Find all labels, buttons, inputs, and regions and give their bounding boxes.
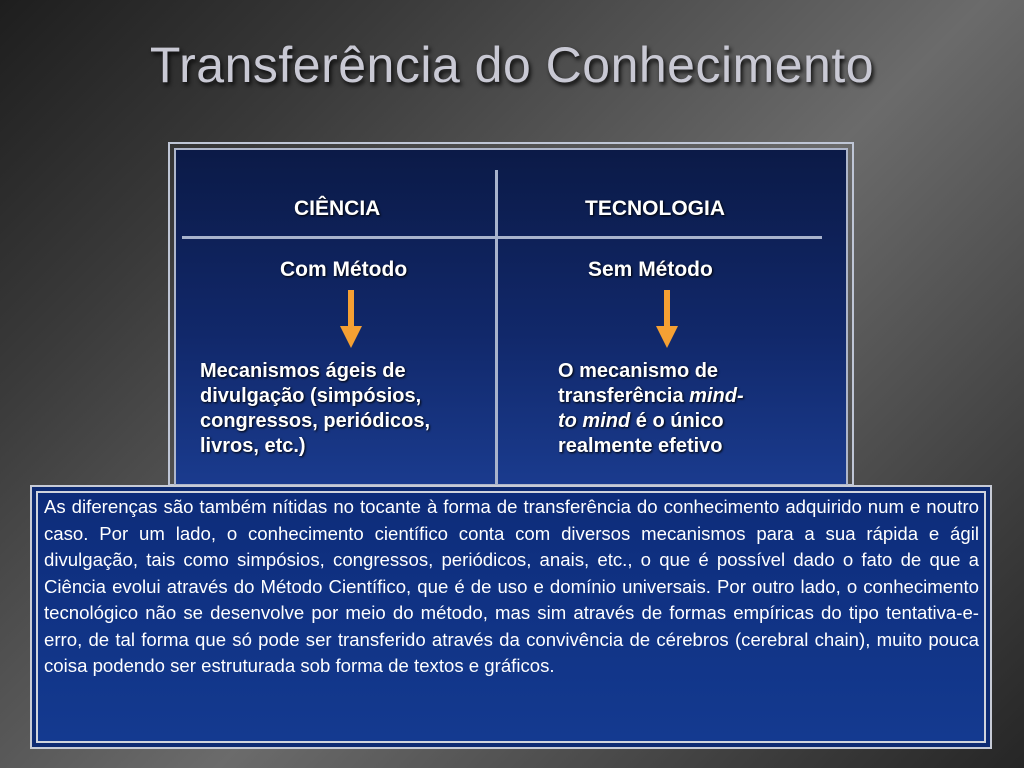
tecnologia-line: realmente efetivo [558,435,723,457]
tecnologia-line: O mecanismo de [558,360,719,382]
tecnologia-description [558,359,744,459]
ciencia-line: livros, etc.) [200,435,306,457]
subtitle-sem-metodo: Sem Método [588,258,713,281]
down-arrow-icon [656,290,678,350]
column-header-ciencia: CIÊNCIA [294,197,381,220]
column-header-tecnologia: TECNOLOGIA [585,197,725,220]
down-arrow-icon [340,290,362,350]
tecnologia-emphasis: to mind [558,410,631,432]
horizontal-divider [182,236,822,239]
ciencia-description [200,359,430,459]
tecnologia-text: é o único [630,410,724,432]
tecnologia-text: transferência [558,385,690,407]
ciencia-line: Mecanismos ágeis de [200,360,406,382]
tecnologia-line [558,409,744,434]
ciencia-line: divulgação (simpósios, [200,385,422,407]
subtitle-com-metodo: Com Método [280,258,408,281]
tecnologia-emphasis: mind- [689,385,744,407]
slide-title: Transferência do Conhecimento [149,37,875,93]
ciencia-line: congressos, periódicos, [200,410,431,432]
explanation-paragraph: As diferenças são também nítidas no tocante à forma de transferência do conhecimento adquirido num e noutro caso. Por um lado, o conhecimento científico conta com diversos mecanismos para a sua rápida e ágil divulgação, tais como simpósios, congressos, periódicos, anais, etc., o que é possível dado o fato de que a Ciência evolui através do Método Científico, que é de uso e domínio universais. Por outro lado, o conhecimento tecnológico não se desenvolve por meio do método, mas sim através de formas empíricas do tipo tentativa-e-erro, de tal forma que só pode ser transferido através da convivência de cérebros (cerebral chain), muito pouca coisa podendo ser estruturada sob forma de textos e gráficos. [44,496,979,676]
tecnologia-line [558,384,744,409]
vertical-divider [495,170,498,486]
